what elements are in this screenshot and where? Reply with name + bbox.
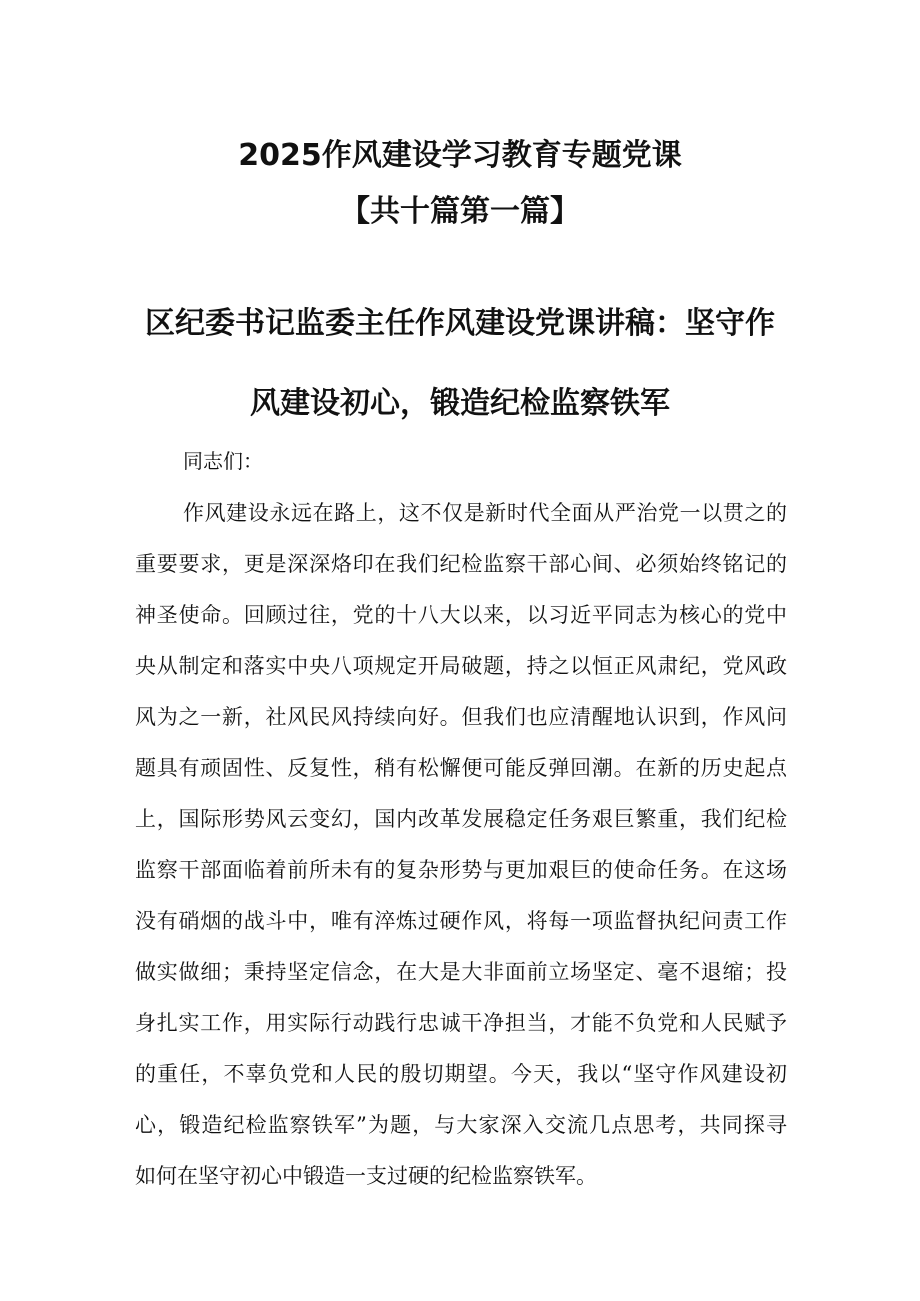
body-line: 心，锻造纪检监察铁军”为题，与大家深入交流几点思考，共同探寻 — [135, 1113, 787, 1137]
body-line: 重要要求，更是深深烙印在我们纪检监察干部心间、必须始终铭记的 — [135, 552, 787, 576]
body-paragraph — [135, 488, 787, 1202]
body-line: 如何在坚守初心中锻造一支过硬的纪检监察铁军。 — [135, 1164, 597, 1188]
body-line: 身扎实工作，用实际行动践行忠诚干净担当，才能不负党和人民赋予 — [135, 1011, 787, 1035]
headline-line-1: 区纪委书记监委主任作风建设党课讲稿：坚守作 — [145, 306, 775, 341]
body-line: 风为之一新，社风民风持续向好。但我们也应清醒地认识到，作风问 — [135, 705, 787, 729]
body-line: 做实做细；秉持坚定信念，在大是大非面前立场坚定、毫不退缩；投 — [135, 960, 787, 984]
document-subtitle: 【共十篇第一篇】 — [340, 194, 580, 229]
headline-line-2: 风建设初心，锻造纪检监察铁军 — [250, 386, 670, 421]
body-line: 神圣使命。回顾过往，党的十八大以来，以习近平同志为核心的党中 — [135, 603, 787, 627]
salutation: 同志们： — [183, 449, 263, 473]
document-title: 2025作风建设学习教育专题党课 — [238, 138, 682, 173]
body-line: 作风建设永远在路上，这不仅是新时代全面从严治党一以贯之的 — [183, 501, 787, 525]
body-line: 上，国际形势风云变幻，国内改革发展稳定任务艰巨繁重，我们纪检 — [135, 807, 787, 831]
body-line: 题具有顽固性、反复性，稍有松懈便可能反弹回潮。在新的历史起点 — [135, 756, 787, 780]
body-line: 央从制定和落实中央八项规定开局破题，持之以恒正风肃纪，党风政 — [135, 654, 787, 678]
body-line: 监察干部面临着前所未有的复杂形势与更加艰巨的使命任务。在这场 — [135, 858, 787, 882]
body-line: 的重任，不辜负党和人民的殷切期望。今天，我以“坚守作风建设初 — [135, 1062, 787, 1086]
body-line: 没有硝烟的战斗中，唯有淬炼过硬作风，将每一项监督执纪问责工作 — [135, 909, 787, 933]
